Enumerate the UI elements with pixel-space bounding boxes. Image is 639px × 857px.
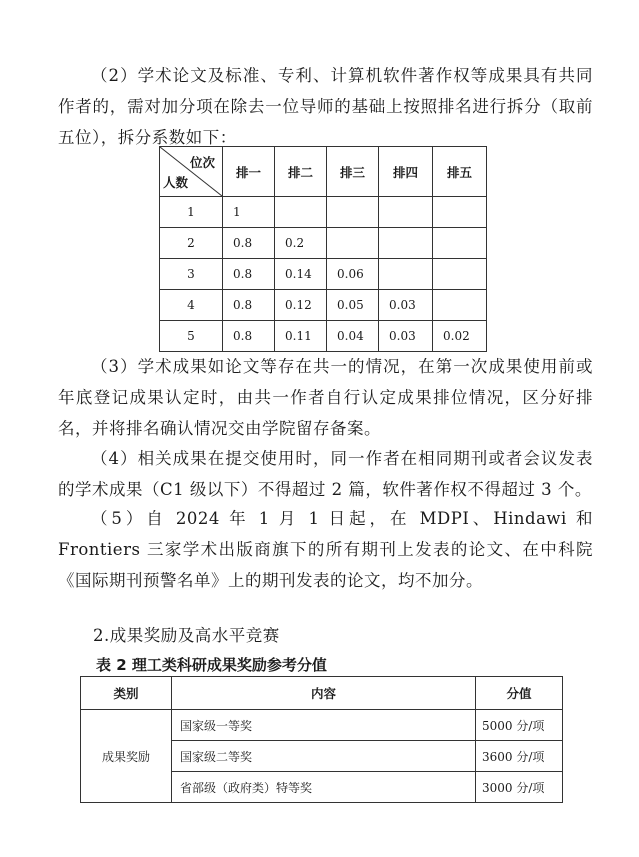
award-item-cell: 国家级一等奖 xyxy=(172,710,476,741)
coefficient-cell xyxy=(327,197,379,228)
paragraph-3: （3）学术成果如论文等存在共一的情况，在第一次成果使用前或年底登记成果认定时，由共一作者自行认定成果排位情况，区分好排名，并将排名确认情况交由学院留存备案。 xyxy=(58,357,593,438)
coefficient-cell xyxy=(433,228,487,259)
award-score-table xyxy=(80,676,563,803)
coefficient-cell xyxy=(379,228,433,259)
award-score-cell: 3000 分/项 xyxy=(476,772,563,803)
award-item-cell: 国家级二等奖 xyxy=(172,741,476,772)
section-heading: 2.成果奖励及高水平竞赛 xyxy=(93,626,280,645)
coefficient-cell xyxy=(327,228,379,259)
category-cell: 成果奖励 xyxy=(81,710,172,803)
table-row xyxy=(160,259,487,290)
corner-count-label: 人数 xyxy=(163,175,189,190)
coefficient-cell: 0.14 xyxy=(275,259,327,290)
coefficient-cell xyxy=(433,259,487,290)
coefficient-cell: 1 xyxy=(223,197,275,228)
corner-header-cell xyxy=(160,147,223,197)
coefficient-cell: 0.8 xyxy=(223,321,275,352)
table-caption: 表 2 理工类科研成果奖励参考分值 xyxy=(96,656,327,674)
author-count-cell: 5 xyxy=(160,321,223,352)
coefficient-cell: 0.8 xyxy=(223,290,275,321)
coefficient-cell: 0.11 xyxy=(275,321,327,352)
author-count-cell: 2 xyxy=(160,228,223,259)
table-row xyxy=(160,197,487,228)
coefficient-cell: 0.04 xyxy=(327,321,379,352)
coefficient-cell: 0.06 xyxy=(327,259,379,290)
table-header-row xyxy=(81,677,563,710)
paragraph-4: （4）相关成果在提交使用时，同一作者在相同期刊或者会议发表的学术成果（C1 级以下）不得超过 2 篇，软件著作权不得超过 3 个。 xyxy=(58,449,593,499)
table-header-row xyxy=(160,147,487,197)
award-score-cell: 5000 分/项 xyxy=(476,710,563,741)
coefficient-cell: 0.02 xyxy=(433,321,487,352)
coefficient-cell: 0.8 xyxy=(223,228,275,259)
coefficient-cell: 0.05 xyxy=(327,290,379,321)
author-count-cell: 3 xyxy=(160,259,223,290)
coefficient-cell: 0.2 xyxy=(275,228,327,259)
header-rank-5: 排五 xyxy=(433,147,487,197)
header-content: 内容 xyxy=(172,677,476,710)
author-count-cell: 1 xyxy=(160,197,223,228)
paragraph-5: （5）自 2024 年 1 月 1 日起，在 MDPI、Hindawi 和 Frontiers 三家学术出版商旗下的所有期刊上发表的论文、在中科院《国际期刊预警名单》上的期刊发表的论文，均不加分。 xyxy=(58,509,593,590)
header-rank-4: 排四 xyxy=(379,147,433,197)
header-score: 分值 xyxy=(476,677,563,710)
header-rank-2: 排二 xyxy=(275,147,327,197)
header-rank-1: 排一 xyxy=(223,147,275,197)
coefficient-cell xyxy=(379,259,433,290)
header-category: 类别 xyxy=(81,677,172,710)
coefficient-cell xyxy=(433,197,487,228)
table-row xyxy=(81,710,563,741)
award-score-cell: 3600 分/项 xyxy=(476,741,563,772)
header-rank-3: 排三 xyxy=(327,147,379,197)
coefficient-cell xyxy=(275,197,327,228)
table-row xyxy=(160,290,487,321)
coefficient-cell xyxy=(379,197,433,228)
table-row xyxy=(160,228,487,259)
coefficient-cell xyxy=(433,290,487,321)
author-count-cell: 4 xyxy=(160,290,223,321)
coefficient-cell: 0.03 xyxy=(379,290,433,321)
award-item-cell: 省部级（政府类）特等奖 xyxy=(172,772,476,803)
table-row xyxy=(160,321,487,352)
split-coefficient-table xyxy=(159,146,487,352)
coefficient-cell: 0.12 xyxy=(275,290,327,321)
coefficient-cell: 0.03 xyxy=(379,321,433,352)
coefficient-cell: 0.8 xyxy=(223,259,275,290)
paragraph-2: （2）学术论文及标准、专利、计算机软件著作权等成果具有共同作者的，需对加分项在除去一位导师的基础上按照排名进行拆分（取前五位），拆分系数如下： xyxy=(58,66,593,147)
corner-rank-label: 位次 xyxy=(189,155,215,170)
